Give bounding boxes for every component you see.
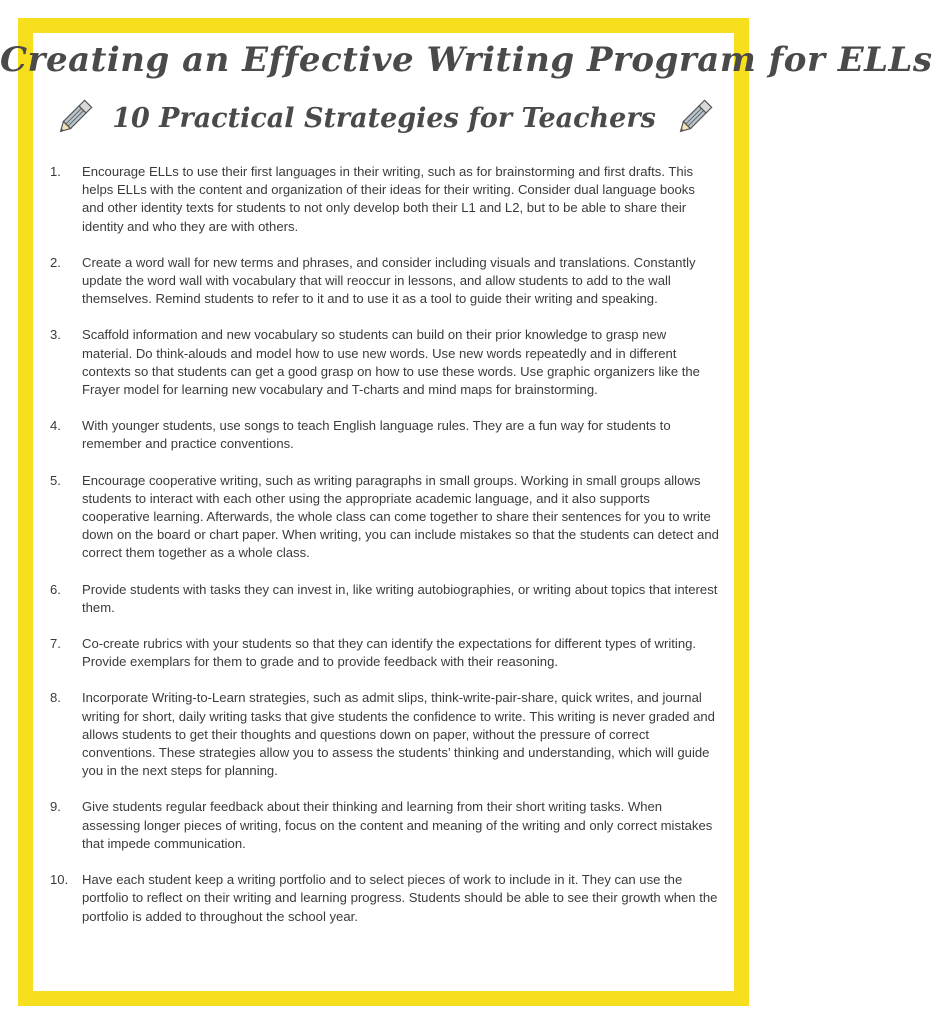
list-item [50,472,720,563]
list-item [50,254,720,309]
item-number: 2. [50,254,61,270]
item-text: Incorporate Writing-to-Learn strategies, such as admit slips, think-write-pair-share, quick writes, and journal writing for short, daily writing tasks that give students the confidence to write. This writing is never graded and allows students to get their thoughts and questions down on paper, without the pressure of correct conventions. These strategies allow you to assess the students’ thinking and understanding, which will guide you in the next steps for planning. [82,690,715,779]
item-text: Give students regular feedback about their thinking and learning from their short writing tasks. When assessing longer pieces of writing, focus on the content and meaning of the writing and only correct mistakes that impede communication. [82,799,713,851]
item-number: 4. [50,418,61,434]
item-text: Have each student keep a writing portfolio and to select pieces of work to include in it. They can use the portfolio to reflect on their writing and learning progress. Students should be able to see their growth when the portfolio is added to throughout the school year. [82,872,718,924]
item-number: 3. [50,327,61,343]
item-text: Encourage ELLs to use their first languages in their writing, such as for brainstorming and first drafts. This helps ELLs with the content and organization of their ideas for their writing. Consider dual language books and other identity texts for students to not only develop both their L1 and L2, but to be able to share their identity and who they are with others. [82,164,695,234]
page-title: Creating an Effective Writing Program for ELLs [0,40,933,80]
item-number: 10. [50,872,69,888]
item-text: Encourage cooperative writing, such as writing paragraphs in small groups. Working in small groups allows students to interact with each other using the appropriate academic language, and it also supports cooperative learning. Afterwards, the whole class can come together to share their sentences for you to write down on the board or chart paper. When writing, you can include mistakes so that the students can detect and correct them together as a whole class. [82,472,719,561]
item-number: 8. [50,690,61,706]
list-item [50,163,720,236]
item-number: 6. [50,581,61,597]
item-text: Scaffold information and new vocabulary so students can build on their prior knowledge to grasp new material. Do think-alouds and model how to use new words. Use new words repeatedly and in different contexts so that students can get a good grasp on how to use these words. Use graphic organizers like the Frayer model for learning new vocabulary and T-charts and mind maps for brainstorming. [82,327,700,398]
subtitle-row [0,96,768,140]
list-item [50,798,720,853]
list-item [50,689,720,780]
list-item [50,635,720,671]
strategies-list [50,163,720,944]
item-number: 5. [50,472,61,488]
item-number: 7. [50,636,61,652]
list-item [50,326,720,399]
item-text: Provide students with tasks they can invest in, like writing autobiographies, or writing about topics that interest them. [82,581,718,615]
item-text: Co-create rubrics with your students so that they can identify the expectations for different types of writing. Provide exemplars for them to grade and to provide feedback with their reasoning. [82,636,697,670]
item-text: Create a word wall for new terms and phrases, and consider including visuals and translations. Constantly update the word wall with vocabulary that will reoccur in lessons, and allow students to add to the wall themselves. Remind students to refer to it and to use it as a tool to guide their writing and speaking. [82,254,696,307]
item-number: 9. [50,799,61,815]
page-subtitle: 10 Practical Strategies for Teachers [112,102,656,134]
pencil-icon [52,96,96,140]
list-item [50,871,720,926]
item-number: 1. [50,164,61,179]
list-item [50,581,720,617]
item-text: With younger students, use songs to teach English language rules. They are a fun way for students to remember and practice conventions. [82,418,671,452]
pencil-icon [672,96,716,140]
list-item [50,417,720,453]
